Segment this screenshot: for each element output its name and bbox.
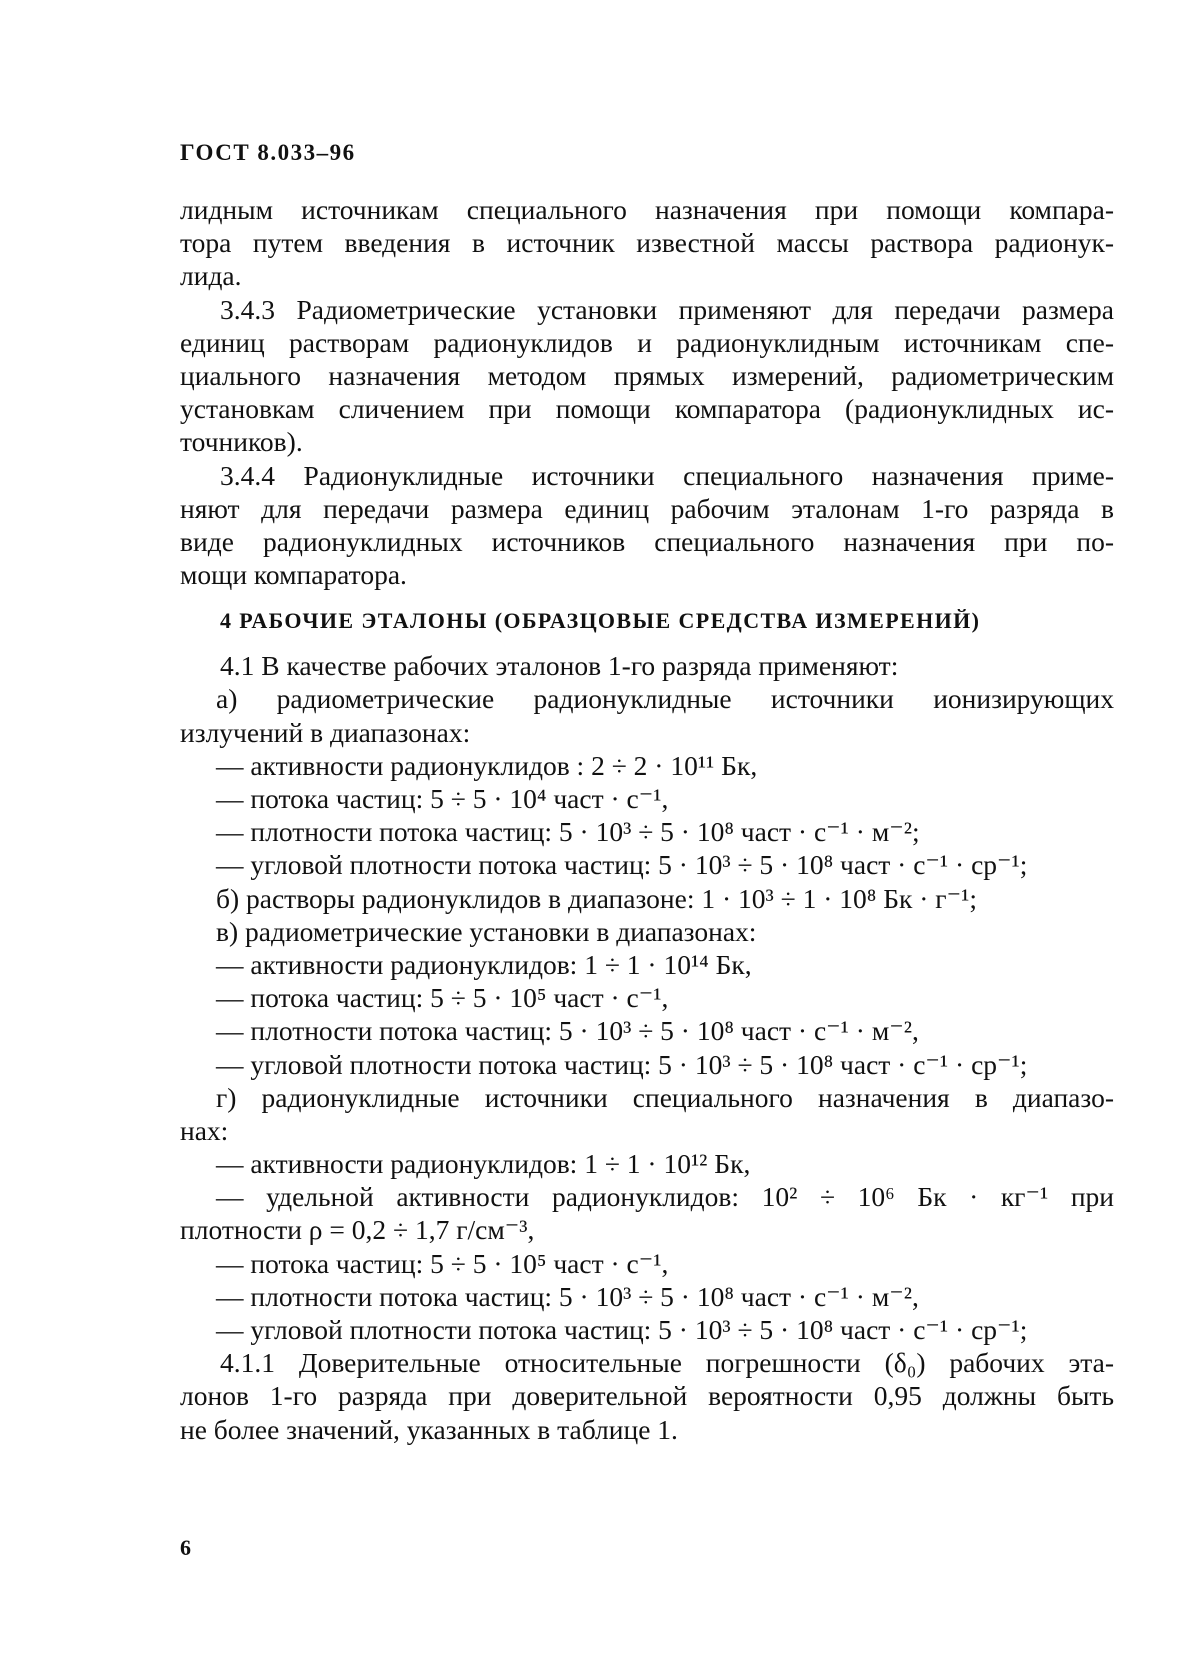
document-header: ГОСТ 8.033–96 (180, 140, 356, 165)
text-line: плотности ρ = 0,2 ÷ 1,7 г/см⁻³, (180, 1214, 535, 1246)
text-line: 3.4.3 Радиометрические установки применяют для передачи размера (220, 293, 1114, 325)
page-number: 6 (180, 1535, 191, 1560)
text-line: г) радионуклидные источники специального назначения в диапазо- (216, 1081, 1114, 1113)
text-line: — плотности потока частиц: 5 · 10³ ÷ 5 · 10⁸ част · с⁻¹ · м⁻², (216, 1015, 919, 1047)
text-line: — потока частиц: 5 ÷ 5 · 10⁴ част · с⁻¹, (216, 783, 669, 814)
text-line: а) радиометрические радионуклидные источники ионизирующих (216, 683, 1114, 715)
text-line: лидным источникам специального назначения при помощи компара- (180, 194, 1114, 225)
text-line: нах: (180, 1114, 229, 1146)
text-line: излучений в диапазонах: (180, 716, 471, 748)
text-line: — угловой плотности потока частиц: 5 · 10³ ÷ 5 · 10⁸ част · с⁻¹ · ср⁻¹; (216, 1314, 1028, 1345)
text-line: — потока частиц: 5 ÷ 5 · 10⁵ част · с⁻¹, (216, 982, 669, 1014)
text-line: 4.1 В качестве рабочих эталонов 1-го разряда применяют: (220, 650, 899, 682)
text-line: в) радиометрические установки в диапазонах: (216, 915, 757, 947)
text-line: точников). (180, 426, 303, 458)
text-line: — активности радионуклидов: 1 ÷ 1 · 10¹² Бк, (216, 1148, 751, 1180)
text-line: не более значений, указанных в таблице 1. (180, 1413, 678, 1445)
text-line: — плотности потока частиц: 5 · 10³ ÷ 5 · 10⁸ част · с⁻¹ · м⁻²; (216, 816, 920, 848)
text-line: — активности радионуклидов : 2 ÷ 2 · 10¹¹ Бк, (216, 749, 758, 781)
document-body (180, 193, 1114, 1446)
text-line: б) растворы радионуклидов в диапазоне: 1 · 10³ ÷ 1 · 10⁸ Бк · г⁻¹; (216, 882, 977, 914)
text-line: циального назначения методом прямых измерений, радиометрическим (180, 359, 1114, 391)
text-line: лонов 1-го разряда при доверительной вероятности 0,95 должны быть (180, 1380, 1114, 1412)
text-line: — угловой плотности потока частиц: 5 · 10³ ÷ 5 · 10⁸ част · с⁻¹ · ср⁻¹; (216, 849, 1028, 881)
text-line: лида. (180, 260, 242, 292)
text-line: установкам сличением при помощи компаратора (радионуклидных ис- (180, 393, 1114, 425)
text-line: няют для передачи размера единиц рабочим эталонам 1-го разряда в (180, 492, 1114, 524)
text-line: — плотности потока частиц: 5 · 10³ ÷ 5 · 10⁸ част · с⁻¹ · м⁻², (216, 1280, 919, 1312)
text-line: — активности радионуклидов: 1 ÷ 1 · 10¹⁴ Бк, (216, 948, 752, 980)
text-line: 3.4.4 Радионуклидные источники специального назначения приме- (220, 459, 1114, 491)
text-line: 4.1.1 Доверительные относительные погрешности (δ₀) рабочих эта- (220, 1347, 1114, 1379)
text-line: виде радионуклидных источников специального назначения при по- (180, 525, 1114, 557)
text-line: тора путем введения в источник известной массы раствора радионук- (180, 227, 1114, 259)
text-line: — угловой плотности потока частиц: 5 · 10³ ÷ 5 · 10⁸ част · с⁻¹ · ср⁻¹; (216, 1048, 1028, 1080)
text-line: — потока частиц: 5 ÷ 5 · 10⁵ част · с⁻¹, (216, 1247, 669, 1279)
section-heading: 4 РАБОЧИЕ ЭТАЛОНЫ (ОБРАЗЦОВЫЕ СРЕДСТВА ИЗМЕРЕНИЙ) (220, 608, 981, 634)
text-line: — удельной активности радионуклидов: 10² ÷ 10⁶ Бк · кг⁻¹ при (216, 1181, 1114, 1213)
text-line: мощи компаратора. (180, 559, 407, 591)
text-line: единиц растворам радионуклидов и радионуклидным источникам спе- (180, 326, 1114, 358)
